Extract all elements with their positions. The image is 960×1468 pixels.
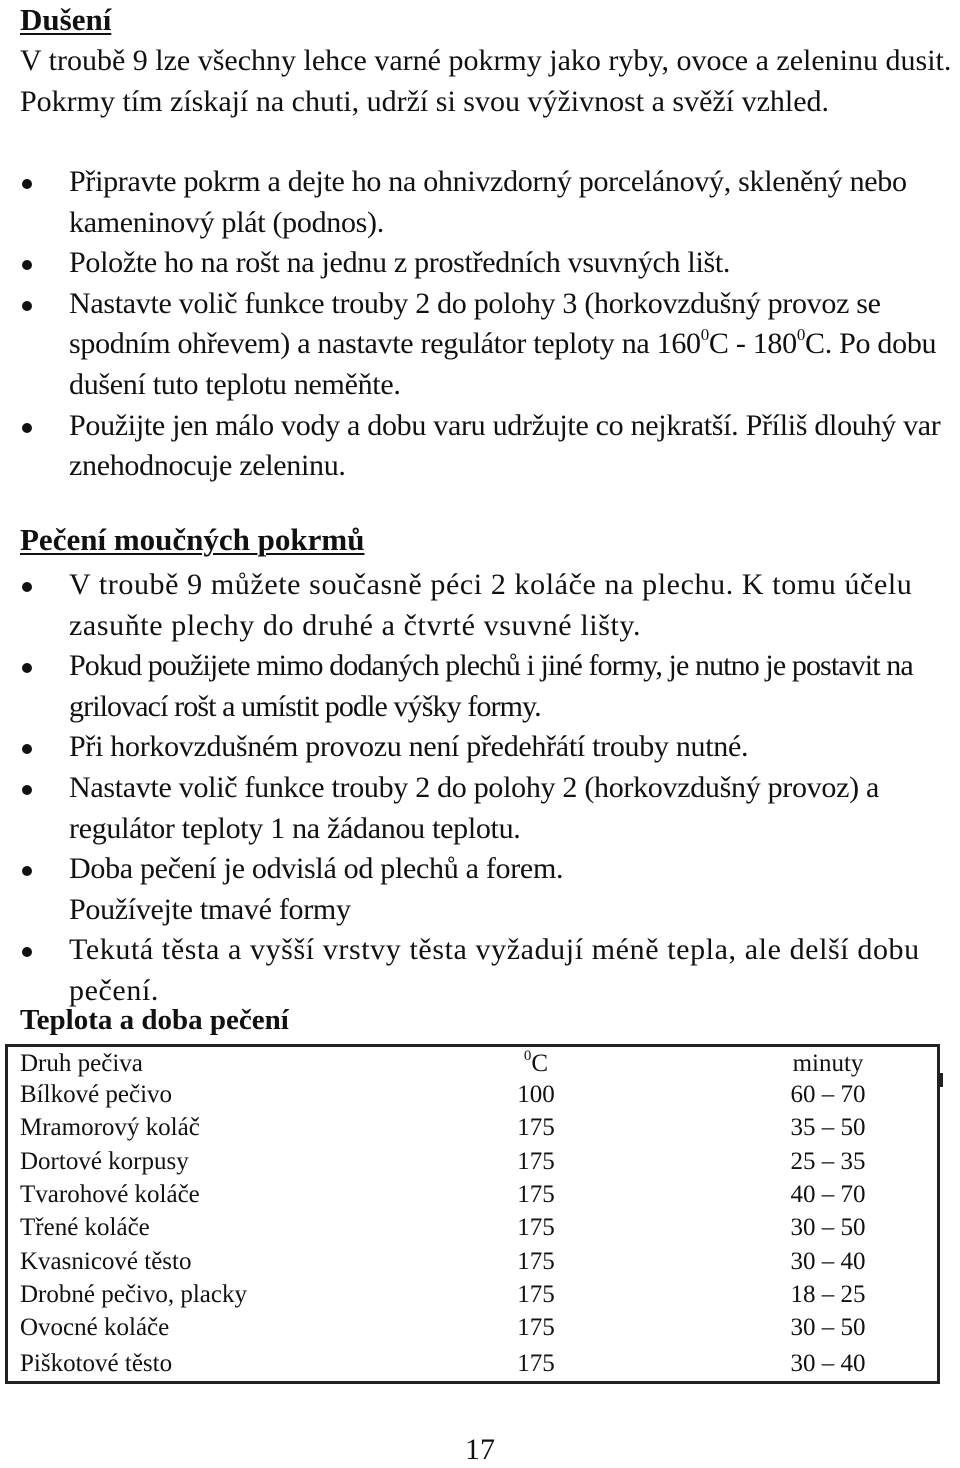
baking-table: [5, 1044, 940, 1384]
table-row: [8, 1211, 937, 1244]
table-header-row: [8, 1047, 937, 1080]
table-row: [8, 1347, 937, 1380]
list-item: V troubě 9 můžete současně péci 2 koláče na plechu. K tomu účelu zasuňte plechy do druhé a čtvrté vsuvné lišty.: [20, 565, 955, 646]
list-item: Položte ho na rošt na jednu z prostředních vsuvných lišt.: [20, 243, 955, 284]
intro-line-2: Pokrmy tím získají na chuti, udrží si svou výživnost a svěží vzhled.: [20, 84, 830, 118]
bullet-icon: [22, 866, 32, 876]
cell-temp: 175: [517, 1181, 555, 1208]
intro-line-1: V troubě 9 lze všechny lehce varné pokrmy jako ryby, ovoce a zeleninu dusit.: [20, 44, 952, 77]
cell-type: Drobné pečivo, placky: [20, 1281, 248, 1308]
bullet-icon: [22, 744, 32, 754]
bullet-icon: [22, 423, 32, 433]
section-title-peceni: Pečení moučných pokrmů: [20, 522, 365, 557]
bullet-icon: [22, 301, 32, 311]
cell-type: Ovocné koláče: [20, 1314, 170, 1341]
header-temp: $^0$C: [523, 1048, 549, 1077]
cell-temp: 175: [517, 1248, 555, 1275]
cell-type: Třené koláče: [20, 1214, 150, 1241]
list-item: Používejte tmavé formy: [69, 892, 351, 926]
cell-type: Dortové korpusy: [20, 1148, 189, 1175]
section-title-duseni: Dušení: [20, 2, 112, 37]
cell-type: Tvarohové koláče: [20, 1181, 200, 1208]
cell-time: 40 – 70: [790, 1181, 866, 1208]
table-row: [8, 1178, 937, 1211]
cell-time: 35 – 50: [790, 1114, 866, 1141]
cell-temp: 175: [517, 1114, 555, 1141]
cell-time: 30 – 40: [790, 1350, 866, 1377]
cell-type: Kvasnicové těsto: [20, 1248, 192, 1275]
table-row: [8, 1145, 937, 1178]
bullet-icon: [22, 179, 32, 189]
cell-time: 60 – 70: [790, 1081, 866, 1108]
table-row: [8, 1111, 937, 1144]
cell-type: Bílkové pečivo: [20, 1081, 173, 1108]
cell-temp: 175: [517, 1281, 555, 1308]
table-row: [8, 1311, 937, 1344]
cell-temp: 175: [517, 1214, 555, 1241]
list-item: Připravte pokrm a dejte ho na ohnivzdorný porcelánový, skleněný nebo kameninový plát (podnos).: [20, 162, 955, 243]
list-item: Použijte jen málo vody a dobu varu udržujte co nejkratší. Příliš dlouhý var znehodnocuje zeleninu.: [20, 406, 955, 487]
cell-time: 25 – 35: [790, 1148, 866, 1175]
degree-superscript: 0: [796, 325, 806, 345]
degree-superscript: 0: [700, 325, 709, 345]
table-title: Teplota a doba pečení: [20, 1004, 289, 1036]
table-row: [8, 1278, 937, 1311]
cell-time: 18 – 25: [790, 1281, 866, 1308]
peceni-bullet-list: [20, 565, 955, 1012]
bullet-icon: [22, 663, 32, 673]
cell-temp: 175: [517, 1350, 555, 1377]
list-item: Nastavte volič funkce trouby 2 do polohy 3 (horkovzdušný provoz se spodním ohřevem) a nastavte regulátor teploty na $160^0C - 180^0C$. Po dobu dušení tuto teplotu neměňte.: [20, 284, 955, 406]
cell-time: 30 – 50: [790, 1314, 866, 1341]
list-item: Tekutá těsta a vyšší vrstvy těsta vyžadují méně tepla, ale delší dobu pečení.: [20, 930, 955, 1011]
header-type: Druh pečiva: [20, 1050, 143, 1077]
table-corner-mark: [939, 1073, 943, 1087]
table-row: [8, 1245, 937, 1278]
bullet-icon: [22, 947, 32, 957]
cell-type: Mramorový koláč: [20, 1114, 200, 1141]
cell-time: 30 – 40: [790, 1248, 866, 1275]
header-time: minuty: [792, 1050, 864, 1077]
bullet-icon: [22, 785, 32, 795]
duseni-bullet-list: [20, 162, 955, 487]
page-number: 17: [465, 1433, 495, 1466]
table-row: [8, 1078, 937, 1111]
list-item: Pokud použijete mimo dodaných plechů i jiné formy, je nutno je postavit na grilovací rošt a umístit podle výšky formy.: [20, 646, 955, 727]
intro-paragraph: [20, 41, 951, 122]
cell-temp: 175: [517, 1148, 555, 1175]
bullet-icon: [22, 260, 32, 270]
bullet-icon: [22, 582, 32, 592]
cell-temp: 175: [517, 1314, 555, 1341]
list-item: Doba pečení je odvislá od plechů a forem.: [20, 849, 955, 890]
list-item: Nastavte volič funkce trouby 2 do polohy 2 (horkovzdušný provoz) a regulátor teploty 1 na žádanou teplotu.: [20, 768, 955, 849]
cell-type: Piškotové těsto: [20, 1350, 173, 1377]
cell-temp: 100: [517, 1081, 555, 1108]
list-item: Při horkovzdušném provozu není předehřátí trouby nutné.: [20, 727, 955, 768]
cell-time: 30 – 50: [790, 1214, 866, 1241]
